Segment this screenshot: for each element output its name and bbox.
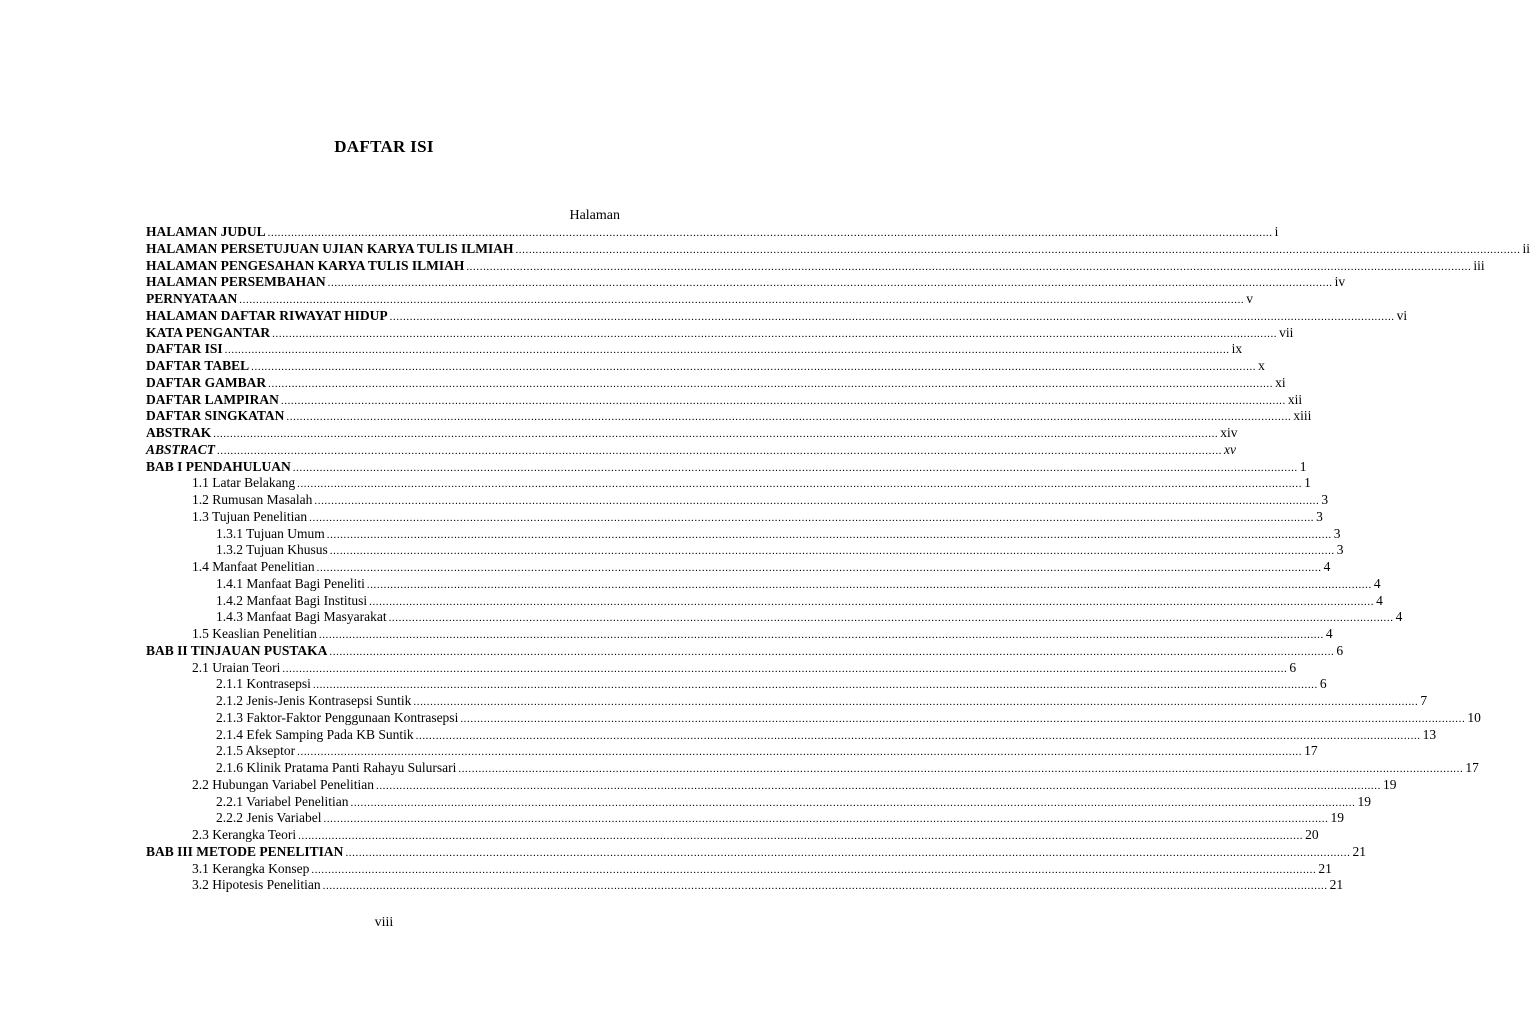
toc-entry-page: 1 <box>1304 475 1311 491</box>
toc-entry-page: vii <box>1279 324 1294 340</box>
toc-entry-page: 4 <box>1325 626 1333 641</box>
toc-entry-label: 2.2.1 Variabel Penelitian <box>216 793 349 809</box>
toc-entry-label: 2.1.1 Kontrasepsi <box>216 676 311 692</box>
toc-entry-page: iii <box>1473 257 1485 273</box>
toc-entry-page: iv <box>1334 274 1346 290</box>
toc-entry-page: 1 <box>1299 458 1307 474</box>
dot-leader: ............................................................................................................................................................................................................................................................................................................ <box>327 277 1333 290</box>
page-title: DAFTAR ISI <box>334 137 434 156</box>
dot-leader: ............................................................................................................................................................................................................................................................................................................ <box>389 310 1395 323</box>
toc-entry-label: BAB I PENDAHULUAN <box>146 458 291 474</box>
toc-entry-label: DAFTAR ISI <box>146 341 223 357</box>
toc-entry-page: vi <box>1396 307 1408 323</box>
dot-leader: ............................................................................................................................................................................................................................................................................................................ <box>415 729 1421 742</box>
dot-leader: ............................................................................................................................................................................................................................................................................................................ <box>309 511 1315 524</box>
table-of-contents <box>146 224 1530 894</box>
toc-entry <box>146 760 1479 777</box>
toc-entry <box>146 626 1333 643</box>
toc-entry-label: 1.1 Latar Belakang <box>192 475 296 491</box>
toc-entry-page: v <box>1246 291 1254 306</box>
toc-entry-page: 6 <box>1289 659 1297 675</box>
toc-entry-page: 6 <box>1319 676 1327 692</box>
dot-leader: ............................................................................................................................................................................................................................................................................................................ <box>292 461 1298 474</box>
toc-entry-page: 4 <box>1373 575 1381 591</box>
toc-entry-label: 2.1.4 Efek Samping Pada KB Suntik <box>216 726 414 742</box>
toc-entry <box>146 274 1346 291</box>
toc-entry <box>146 659 1297 677</box>
toc-entry-page: 21 <box>1329 877 1344 893</box>
toc-entry-label: 2.1.3 Faktor-Faktor Penggunaan Kontrasepsi <box>216 709 459 725</box>
dot-leader: ............................................................................................................................................................................................................................................................................................................ <box>329 645 1335 658</box>
toc-entry-label: 3.1 Kerangka Konsep <box>192 860 310 876</box>
toc-entry-label: 1.2 Rumusan Masalah <box>192 492 313 507</box>
dot-leader: ............................................................................................................................................................................................................................................................................................................ <box>312 679 1318 692</box>
toc-entry <box>146 843 1366 861</box>
toc-entry <box>146 676 1327 693</box>
toc-entry <box>146 693 1428 710</box>
toc-entry <box>146 525 1341 543</box>
toc-entry-label: ABSTRAK <box>146 425 212 440</box>
page-column-header: Halaman <box>569 208 620 223</box>
dot-leader: ............................................................................................................................................................................................................................................................................................................ <box>280 394 1286 407</box>
dot-leader: ............................................................................................................................................................................................................................................................................................................ <box>326 528 1332 541</box>
toc-entry <box>146 827 1319 844</box>
dot-leader: ............................................................................................................................................................................................................................................................................................................ <box>239 294 1245 306</box>
dot-leader: ............................................................................................................................................................................................................................................................................................................ <box>413 696 1419 708</box>
dot-leader: ............................................................................................................................................................................................................................................................................................................ <box>460 712 1466 725</box>
toc-entry-page: 20 <box>1305 827 1319 842</box>
toc-entry-label: 3.2 Hipotesis Penelitian <box>192 877 321 893</box>
dot-leader: ............................................................................................................................................................................................................................................................................................................ <box>314 495 1320 507</box>
toc-entry-page: 19 <box>1382 776 1397 792</box>
toc-entry-page: 19 <box>1330 810 1344 826</box>
toc-entry-label: 1.4 Manfaat Penelitian <box>192 559 315 574</box>
toc-entry-page: 7 <box>1420 693 1428 708</box>
toc-entry <box>146 391 1303 409</box>
toc-entry <box>146 408 1312 425</box>
footer-page-number: viii <box>374 915 394 930</box>
toc-entry-page: 6 <box>1336 642 1344 658</box>
toc-entry <box>146 542 1344 559</box>
toc-entry-label: BAB III METODE PENELITIAN <box>146 843 344 859</box>
toc-entry-page: 17 <box>1304 743 1318 759</box>
dot-leader: ............................................................................................................................................................................................................................................................................................................ <box>458 763 1464 775</box>
toc-entry <box>146 358 1265 375</box>
dot-leader: ............................................................................................................................................................................................................................................................................................................ <box>311 863 1317 876</box>
dot-leader: ............................................................................................................................................................................................................................................................................................................ <box>298 830 1304 842</box>
toc-entry <box>146 341 1243 358</box>
dot-leader: ............................................................................................................................................................................................................................................................................................................ <box>224 344 1230 357</box>
toc-entry-label: DAFTAR GAMBAR <box>146 374 267 390</box>
toc-entry <box>146 224 1279 241</box>
toc-entry-page: 4 <box>1376 592 1383 608</box>
toc-entry-label: 1.3 Tujuan Penelitian <box>192 508 308 524</box>
toc-entry <box>146 810 1344 827</box>
toc-entry-label: DAFTAR SINGKATAN <box>146 408 285 424</box>
dot-leader: ............................................................................................................................................................................................................................................................................................................ <box>345 846 1351 859</box>
toc-entry <box>146 592 1383 610</box>
toc-entry <box>146 324 1294 342</box>
toc-entry-label: HALAMAN PERSETUJUAN UJIAN KARYA TULIS ILMIAH <box>146 240 514 256</box>
toc-entry <box>146 291 1254 308</box>
toc-entry-label: 2.3 Kerangka Teori <box>192 827 297 842</box>
toc-entry-page: xv <box>1224 441 1237 457</box>
toc-entry <box>146 374 1286 392</box>
dot-leader: ............................................................................................................................................................................................................................................................................................................ <box>322 880 1328 893</box>
toc-entry <box>146 726 1437 744</box>
toc-entry <box>146 307 1408 325</box>
toc-entry-label: 1.4.1 Manfaat Bagi Peneliti <box>216 575 365 591</box>
toc-entry <box>146 709 1481 727</box>
dot-leader: ............................................................................................................................................................................................................................................................................................................ <box>217 444 1223 457</box>
toc-entry <box>146 425 1238 442</box>
toc-entry <box>146 257 1485 275</box>
dot-leader: ............................................................................................................................................................................................................................................................................................................ <box>369 595 1375 608</box>
toc-entry-page: ix <box>1231 341 1243 357</box>
toc-entry <box>146 877 1344 894</box>
toc-entry-label: 1.5 Keaslian Penelitian <box>192 626 317 641</box>
toc-entry-label: 1.4.2 Manfaat Bagi Institusi <box>216 592 368 608</box>
toc-entry <box>146 240 1530 258</box>
toc-entry-label: 2.1.6 Klinik Pratama Panti Rahayu Sulursari <box>216 760 457 775</box>
toc-entry <box>146 508 1323 526</box>
toc-entry-page: 3 <box>1336 542 1344 558</box>
toc-entry <box>146 793 1371 811</box>
toc-entry <box>146 776 1397 794</box>
toc-entry-label: ABSTRACT <box>146 441 216 457</box>
toc-entry-label: DAFTAR TABEL <box>146 358 250 373</box>
dot-leader: ............................................................................................................................................................................................................................................................................................................ <box>272 327 1278 340</box>
toc-entry-page: 3 <box>1333 525 1341 541</box>
toc-entry-page: x <box>1258 358 1265 373</box>
dot-leader: ............................................................................................................................................................................................................................................................................................................ <box>297 478 1303 491</box>
toc-entry-label: 2.1 Uraian Teori <box>192 659 281 675</box>
dot-leader: ............................................................................................................................................................................................................................................................................................................ <box>329 545 1335 558</box>
dot-leader: ............................................................................................................................................................................................................................................................................................................ <box>323 813 1329 826</box>
toc-entry-page: xiii <box>1293 408 1312 424</box>
dot-leader: ............................................................................................................................................................................................................................................................................................................ <box>282 662 1288 675</box>
dot-leader: ............................................................................................................................................................................................................................................................................................................ <box>268 377 1274 390</box>
toc-entry-page: 3 <box>1321 492 1329 507</box>
toc-entry-label: 2.2.2 Jenis Variabel <box>216 810 322 826</box>
toc-entry-label: PERNYATAAN <box>146 291 238 306</box>
toc-entry-page: 17 <box>1465 760 1479 775</box>
toc-entry-label: 2.1.2 Jenis-Jenis Kontrasepsi Suntik <box>216 693 412 708</box>
toc-entry-page: xii <box>1287 391 1303 407</box>
toc-entry <box>146 441 1237 459</box>
toc-entry-label: HALAMAN DAFTAR RIWAYAT HIDUP <box>146 307 388 323</box>
toc-entry-page: 3 <box>1316 508 1323 524</box>
toc-entry-label: 1.3.2 Tujuan Khusus <box>216 542 328 558</box>
toc-entry <box>146 642 1344 660</box>
toc-entry-page: 4 <box>1323 559 1331 574</box>
toc-entry-label: 2.1.5 Akseptor <box>216 743 296 759</box>
dot-leader: ............................................................................................................................................................................................................................................................................................................ <box>251 361 1257 373</box>
toc-entry <box>146 559 1331 576</box>
toc-entry <box>146 492 1329 509</box>
toc-entry-page: 10 <box>1467 709 1481 725</box>
dot-leader: ............................................................................................................................................................................................................................................................................................................ <box>388 612 1394 625</box>
dot-leader: ............................................................................................................................................................................................................................................................................................................ <box>213 428 1219 440</box>
toc-entry-page: 4 <box>1395 609 1403 625</box>
toc-entry-label: 1.3.1 Tujuan Umum <box>216 525 325 541</box>
toc-entry <box>146 575 1381 593</box>
dot-leader: ............................................................................................................................................................................................................................................................................................................ <box>318 629 1324 641</box>
toc-entry-page: i <box>1274 224 1279 239</box>
toc-entry-label: HALAMAN PENGESAHAN KARYA TULIS ILMIAH <box>146 257 465 273</box>
toc-entry-page: xi <box>1275 374 1286 390</box>
dot-leader: ............................................................................................................................................................................................................................................................................................................ <box>375 779 1381 792</box>
toc-entry-label: BAB II TINJAUAN PUSTAKA <box>146 642 328 658</box>
toc-entry <box>146 743 1318 760</box>
toc-entry <box>146 860 1332 878</box>
dot-leader: ............................................................................................................................................................................................................................................................................................................ <box>515 243 1521 256</box>
toc-entry-page: 21 <box>1318 860 1332 876</box>
toc-entry-label: 2.2 Hubungan Variabel Penelitian <box>192 776 374 792</box>
toc-entry-page: ii <box>1522 240 1530 256</box>
toc-entry-page: xiv <box>1220 425 1238 440</box>
toc-entry <box>146 458 1307 476</box>
toc-entry-page: 21 <box>1352 843 1366 859</box>
toc-entry <box>146 475 1311 492</box>
dot-leader: ............................................................................................................................................................................................................................................................................................................ <box>466 260 1472 273</box>
dot-leader: ............................................................................................................................................................................................................................................................................................................ <box>286 411 1292 424</box>
dot-leader: ............................................................................................................................................................................................................................................................................................................ <box>350 796 1356 809</box>
dot-leader: ............................................................................................................................................................................................................................................................................................................ <box>267 227 1273 239</box>
toc-entry-label: HALAMAN PERSEMBAHAN <box>146 274 326 290</box>
toc-entry <box>146 609 1403 626</box>
dot-leader: ............................................................................................................................................................................................................................................................................................................ <box>297 746 1303 759</box>
toc-entry-label: DAFTAR LAMPIRAN <box>146 391 279 407</box>
toc-entry-page: 13 <box>1422 726 1437 742</box>
toc-entry-label: 1.4.3 Manfaat Bagi Masyarakat <box>216 609 387 625</box>
dot-leader: ............................................................................................................................................................................................................................................................................................................ <box>366 578 1372 591</box>
toc-entry-page: 19 <box>1357 793 1371 809</box>
toc-entry-label: KATA PENGANTAR <box>146 324 271 340</box>
dot-leader: ............................................................................................................................................................................................................................................................................................................ <box>316 562 1322 574</box>
toc-entry-label: HALAMAN JUDUL <box>146 224 266 239</box>
